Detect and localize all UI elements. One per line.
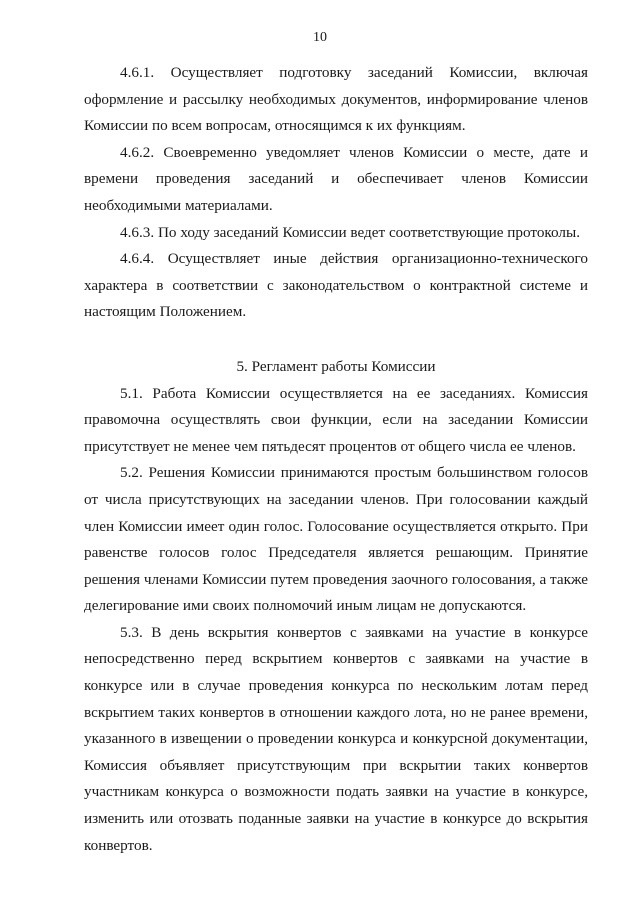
paragraph-5-1: 5.1. Работа Комиссии осуществляется на ее заседаниях. Комиссия правомочна осуществлять свои функции, если на заседании Комиссии присутствует не менее чем пятьдесят процентов от общего числа ее членов. [84,384,588,455]
paragraph-5-3: 5.3. В день вскрытия конвертов с заявками на участие в конкурсе непосредственно перед вскрытием конвертов с заявками на участие в конкурсе или в случае проведения конкурса по нескольким лотам перед вскрытием таких конвертов в отношении каждого лота, но не ранее времени, указанного в извещении о проведении конкурса и конкурсной документации, Комиссия объявляет присутствующим при вскрытии таких конвертов участникам конкурса о возможности подать заявки на участие в конкурсе, изменить или отозвать поданные заявки на участие в конкурсе до вскрытия конвертов. [84,623,588,854]
paragraph-4-6-4: 4.6.4. Осуществляет иные действия организационно-технического характера в соответствии с законодательством о контрактной системе и настоящим Положением. [84,250,588,321]
section-5-heading: 5. Регламент работы Комиссии [236,357,436,375]
document-body [84,60,588,859]
paragraph-5-2: 5.2. Решения Комиссии принимаются простым большинством голосов от числа присутствующих на заседании членов. При голосовании каждый член Комиссии имеет один голос. Голосование осуществляется открыто. При равенстве голосов голос Председателя является решающим. Принятие решения членами Комиссии путем проведения заочного голосования, а также делегирование ими своих полномочий иным лицам не допускаются. [84,464,588,615]
paragraph-4-6-2: 4.6.2. Своевременно уведомляет членов Комиссии о месте, дате и времени проведения заседаний и обеспечивает членов Комиссии необходимыми материалами. [84,143,588,214]
paragraph-4-6-1: 4.6.1. Осуществляет подготовку заседаний Комиссии, включая оформление и рассылку необходимых документов, информирование членов Комиссии по всем вопросам, относящимся к их функциям. [84,64,588,135]
paragraph-4-6-3: 4.6.3. По ходу заседаний Комиссии ведет соответствующие протоколы. [120,223,581,241]
page-number: 10 [313,30,327,45]
